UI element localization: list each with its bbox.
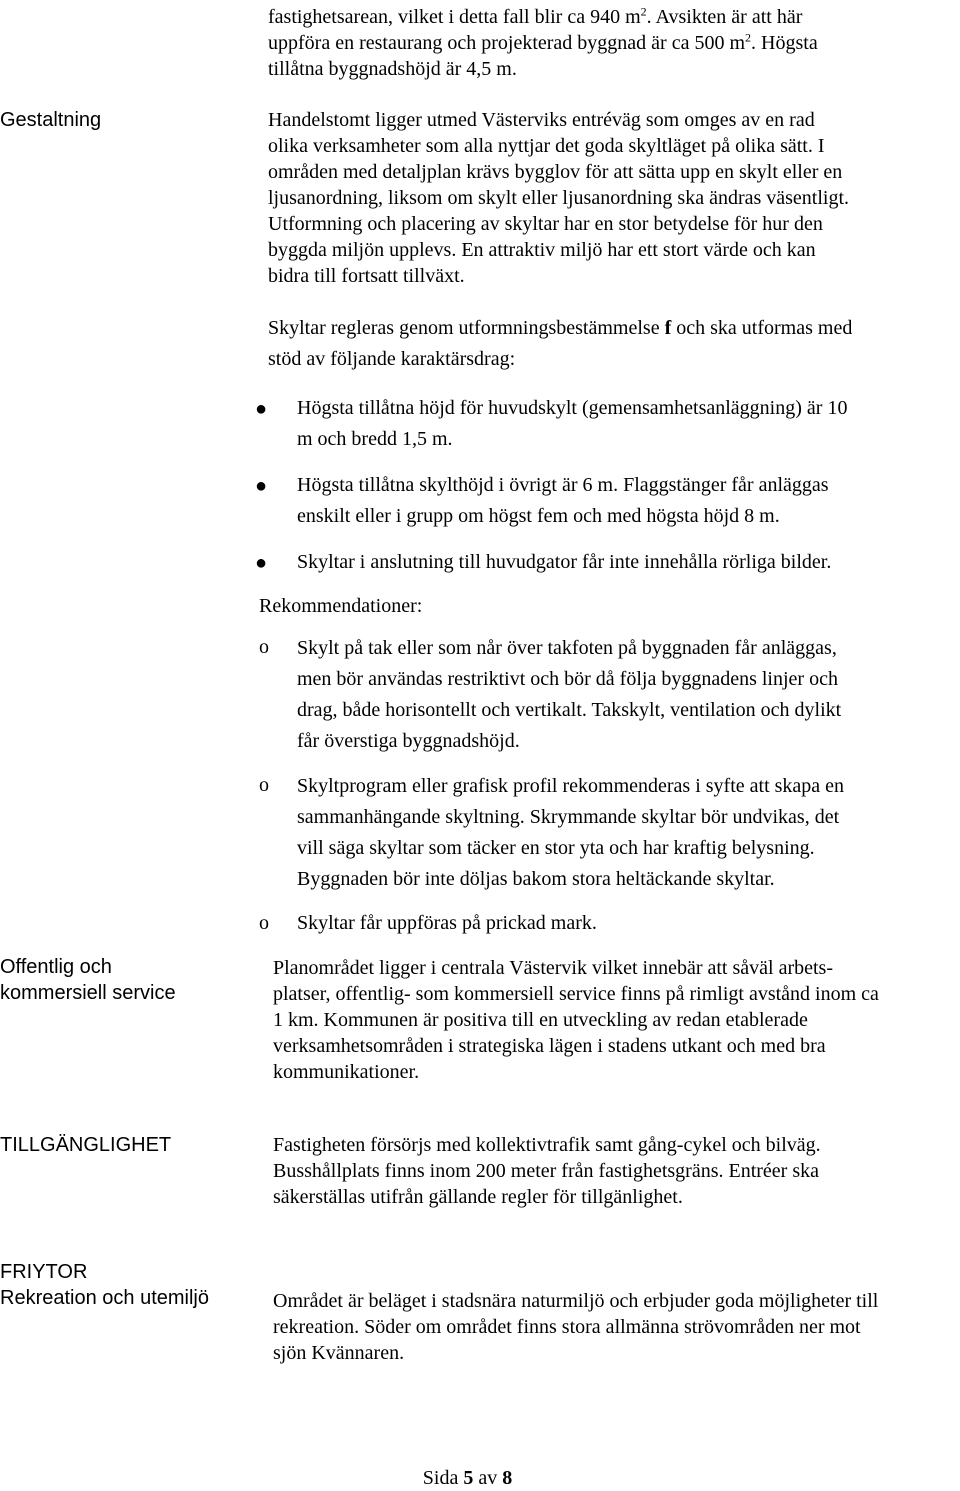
- service-paragraph: [273, 955, 959, 1085]
- circle-bullet-icon: o: [259, 636, 269, 658]
- intro-line-2: uppföra en restaurang och projekterad byggnad är ca 500 $m^2$. Högsta: [268, 30, 818, 54]
- intro-paragraph: [268, 4, 958, 82]
- footer-av: av: [473, 1467, 503, 1489]
- text-line: sjön Kvännaren.: [273, 1342, 405, 1364]
- page-footer: [0, 1465, 935, 1491]
- caption-line: Rekreation och utemiljö: [0, 1287, 209, 1309]
- tillganglighet-paragraph: [273, 1132, 959, 1210]
- text-line: Skyltar får uppföras på prickad mark.: [297, 912, 597, 934]
- bullet-item: [297, 393, 957, 455]
- bullet-icon: ●: [255, 398, 268, 420]
- tillganglighet-caption: TILLGÄNGLIGHET: [0, 1134, 172, 1156]
- bullet-item: [297, 470, 957, 532]
- text-line: byggda miljön upplevs. En attraktiv miljö har ett stort värde och kan: [268, 239, 816, 261]
- text-line: Skylt på tak eller som når över takfoten på byggnaden får anläggas,: [297, 637, 837, 659]
- text-line: kommunikationer.: [273, 1061, 420, 1083]
- text-line: Utformning och placering av skyltar har en stor betydelse för hur den: [268, 213, 823, 235]
- text-line: Byggnaden bör inte döljas bakom stora heltäckande skyltar.: [297, 868, 775, 890]
- text-line: Högsta tillåtna skylthöjd i övrigt är 6 m. Flaggstänger får anläggas: [297, 474, 829, 496]
- text-line: Skyltar regleras genom utformningsbestämmelse f och ska utformas med: [268, 317, 853, 339]
- text-line: drag, både horisontellt och vertikalt. Takskylt, ventilation och dylikt: [297, 699, 842, 721]
- text-line: Skyltprogram eller grafisk profil rekommenderas i syfte att skapa en: [297, 775, 845, 797]
- recommendation-item: [297, 633, 957, 757]
- bullet-icon: ●: [255, 552, 268, 574]
- caption-line: Offentlig och: [0, 956, 112, 978]
- gestaltning-caption: Gestaltning: [0, 109, 102, 131]
- circle-bullet-icon: o: [259, 912, 269, 934]
- text-line: säkerställas utifrån gällande regler för tillgänlighet.: [273, 1186, 683, 1208]
- text-line: rekreation. Söder om området finns stora allmänna strövområden ner mot: [273, 1316, 861, 1338]
- text-line: 1 km. Kommunen är positiva till en utveckling av redan etablerade: [273, 1009, 808, 1031]
- text-line: ljusanordning, liksom om skylt eller ljusanordning ska ändras väsentligt.: [268, 187, 850, 209]
- text-line: Högsta tillåtna höjd för huvudskylt (gemensamhetsanläggning) är 10: [297, 397, 848, 419]
- bullet-icon: ●: [255, 475, 268, 497]
- text-line: verksamhetsområden i strategiska lägen i stadens utkant och med bra: [273, 1035, 826, 1057]
- bullet-item: [297, 547, 957, 578]
- friytor-paragraph: [273, 1288, 959, 1366]
- text-line: m och bredd 1,5 m.: [297, 428, 453, 450]
- circle-bullet-icon: o: [259, 774, 269, 796]
- intro-line-1: fastighetsarean, vilket i detta fall blir ca 940 $m^2$. Avsikten är att här: [268, 4, 803, 28]
- recommendation-item: [297, 771, 957, 895]
- text-line: platser, offentlig- som kommersiell service finns på rimligt avstånd inom ca: [273, 983, 879, 1005]
- current-page-number: 5: [463, 1467, 474, 1489]
- text-line: Busshållplats finns inom 200 meter från fastighetsgräns. Entréer ska: [273, 1160, 819, 1182]
- gestaltning-paragraph: [268, 107, 958, 289]
- intro-line-3: tillåtna byggnadshöjd är 4,5 m.: [268, 58, 517, 80]
- rekommendationer-label: Rekommendationer:: [259, 595, 423, 617]
- text-line: får överstiga byggnadshöjd.: [297, 730, 520, 752]
- bestammelse-f: f: [664, 317, 672, 339]
- text-line: men bör användas restriktivt och bör då följa byggnadens linjer och: [297, 668, 838, 690]
- recommendation-item: [297, 908, 957, 939]
- footer-sida: Sida: [422, 1467, 464, 1489]
- text-line: Området är beläget i stadsnära naturmiljö och erbjuder goda möjligheter till: [273, 1290, 879, 1312]
- text-line: sammanhängande skyltning. Skrymmande skyltar bör undvikas, det: [297, 806, 840, 828]
- caption-line: FRIYTOR: [0, 1261, 88, 1283]
- text-line: områden med detaljplan krävs bygglov för att sätta upp en skylt eller en: [268, 161, 843, 183]
- text-line: bidra till fortsatt tillväxt.: [268, 265, 465, 287]
- text-line: olika verksamheter som alla nyttjar det goda skyltläget på olika sätt. I: [268, 135, 825, 157]
- service-caption: [0, 954, 240, 1006]
- text-line: Handelstomt ligger utmed Västerviks entréväg som omges av en rad: [268, 109, 815, 131]
- text-line: Skyltar i anslutning till huvudgator får inte innehålla rörliga bilder.: [297, 551, 832, 573]
- caption-line: kommersiell service: [0, 982, 176, 1004]
- total-page-number: 8: [502, 1467, 513, 1489]
- text-line: Planområdet ligger i centrala Västervik vilket innebär att såväl arbets-: [273, 957, 833, 979]
- text-line: Fastigheten försörjs med kollektivtrafik samt gång-cykel och bilväg.: [273, 1134, 821, 1156]
- text-line: enskilt eller i grupp om högst fem och med högsta höjd 8 m.: [297, 505, 780, 527]
- regleras-paragraph: [268, 313, 958, 375]
- text-line: stöd av följande karaktärsdrag:: [268, 348, 516, 370]
- friytor-caption: [0, 1259, 240, 1311]
- text-line: vill säga skyltar som täcker en stor yta och har kraftig belysning.: [297, 837, 815, 859]
